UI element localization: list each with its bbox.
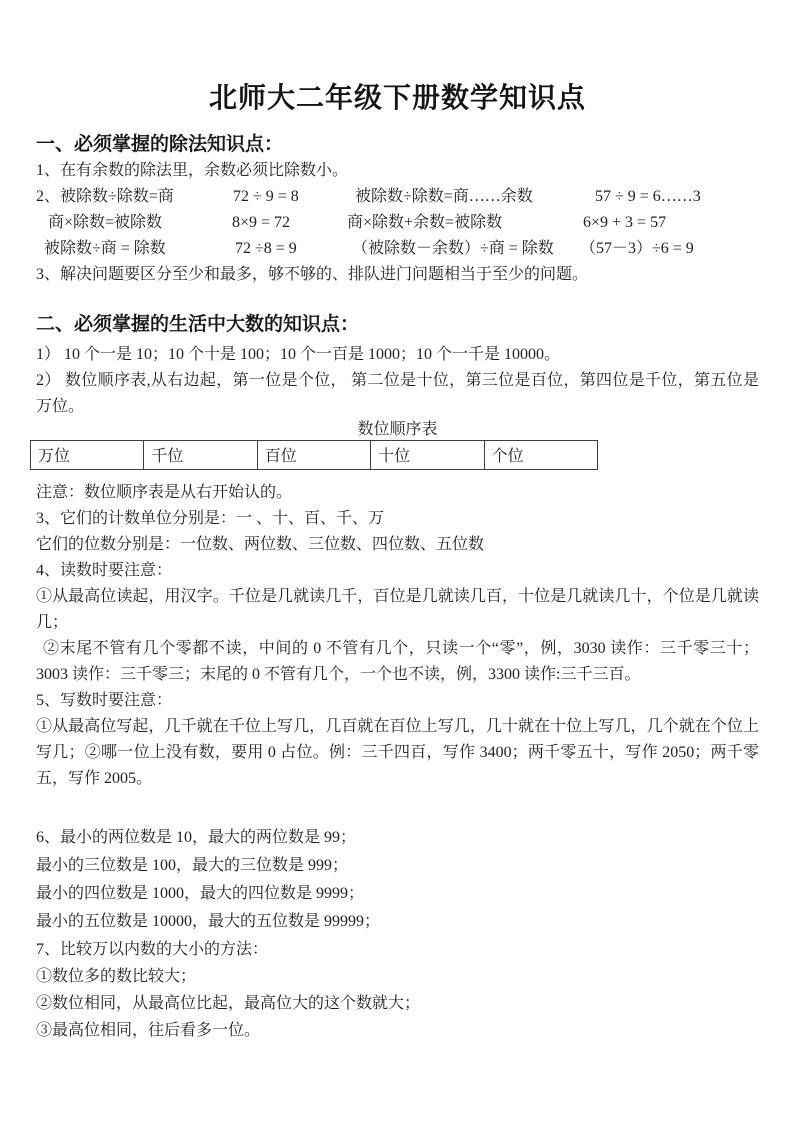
section2-heading: 二、必须掌握的生活中大数的知识点：: [36, 314, 360, 335]
table-row: [31, 441, 598, 470]
document-content: [36, 80, 759, 1044]
writing-rule-1: ①从最高位写起，几千就在千位上写几，几百就在百位上写几，几十就在十位上写几，几个就在个位上写几；②哪一位上没有数，要用 0 占位。例：三千四百，写作 3400；两千零五十，写作 2050；两千零五，写作 2005。: [36, 718, 759, 787]
formula-example: （57－3）÷6 = 9: [580, 240, 694, 257]
min-max-four-digit: 最小的四位数是 1000，最大的四位数是 9999；: [36, 885, 365, 902]
reading-rule-1: ①从最高位读起，用汉字。千位是几就读几千，百位是几就读几百，十位是几就读几十，个位是几就读几；: [36, 588, 759, 631]
table-cell-ge: 个位: [484, 441, 597, 470]
counting-units-line: 3、它们的计数单位分别是：一 、十、百、千、万: [36, 510, 385, 527]
compare-method-heading: 7、比较万以内数的大小的方法：: [36, 941, 269, 958]
section2-item-counting: 1） 10 个一是 10；10 个十是 100；10 个一百是 1000；10 个一千是 10000。: [36, 346, 561, 363]
reading-rules-heading: 4、读数时要注意：: [36, 562, 173, 579]
section1-rule-problems: 3、解决问题要区分至少和最多，够不够的、排队进门问题相当于至少的问题。: [36, 266, 589, 283]
formula-example: 57 ÷ 9 = 6……3: [595, 188, 701, 205]
section2-item-place-order: 2） 数位顺序表,从右边起，第一位是个位， 第二位是十位，第三位是百位，第四位是千位，第五位是万位。: [36, 372, 759, 415]
compare-rule-2: ②数位相同，从最高位比起，最高位大的这个数就大；: [36, 995, 421, 1012]
table-cell-qian: 千位: [144, 441, 257, 470]
min-max-two-digit: 6、最小的两位数是 10，最大的两位数是 99；: [36, 829, 357, 846]
table-cell-bai: 百位: [257, 441, 370, 470]
formula-row-1: [36, 184, 759, 210]
formula-example: 72 ÷8 = 9: [235, 240, 297, 257]
formula-definition: 被除数÷商 = 除数: [44, 240, 166, 257]
formula-example: 72 ÷ 9 = 8: [233, 188, 299, 205]
section1-heading: 一、必须掌握的除法知识点：: [36, 134, 284, 155]
formula-definition: 商×除数=被除数: [48, 214, 163, 231]
digit-count-line: 它们的位数分别是：一位数、两位数、三位数、四位数、五位数: [36, 536, 485, 553]
writing-rules-heading: 5、写数时要注意：: [36, 692, 173, 709]
compare-rule-3: ③最高位相同，往后看多一位。: [36, 1022, 261, 1039]
place-value-table: [30, 440, 598, 470]
formula-definition: 被除数÷除数=商……余数: [355, 188, 533, 205]
place-table-caption: 数位顺序表: [357, 421, 438, 438]
reading-rule-2: ②末尾不管有几个零都不读，中间的 0 不管有几个，只读一个“零”，例，3030 读作：三千零三十；3003 读作：三千零三；末尾的 0 不管有几个，一个也不读，例，3300 读作:三千三百。: [36, 640, 759, 683]
min-max-five-digit: 最小的五位数是 10000，最大的五位数是 99999；: [36, 913, 381, 930]
formula-example: 8×9 = 72: [232, 214, 291, 231]
section1-rule-remainder: 1、在有余数的除法里，余数必须比除数小。: [36, 162, 349, 179]
formula-row-2: [36, 210, 759, 236]
table-cell-wan: 万位: [31, 441, 144, 470]
min-max-three-digit: 最小的三位数是 100，最大的三位数是 999；: [36, 857, 349, 874]
formula-example: 6×9 + 3 = 57: [583, 214, 667, 231]
table-cell-shi: 十位: [371, 441, 484, 470]
formula-definition: 2、被除数÷除数=商: [36, 188, 174, 205]
page-title: 北师大二年级下册数学知识点: [208, 83, 586, 114]
formula-row-3: [36, 236, 759, 262]
formula-definition: 商×除数+余数=被除数: [347, 214, 503, 231]
formula-definition: （被除数－余数）÷商 = 除数: [352, 240, 554, 257]
table-note: 注意：数位顺序表是从右开始认的。: [36, 484, 293, 501]
compare-rule-1: ①数位多的数比较大；: [36, 968, 197, 985]
